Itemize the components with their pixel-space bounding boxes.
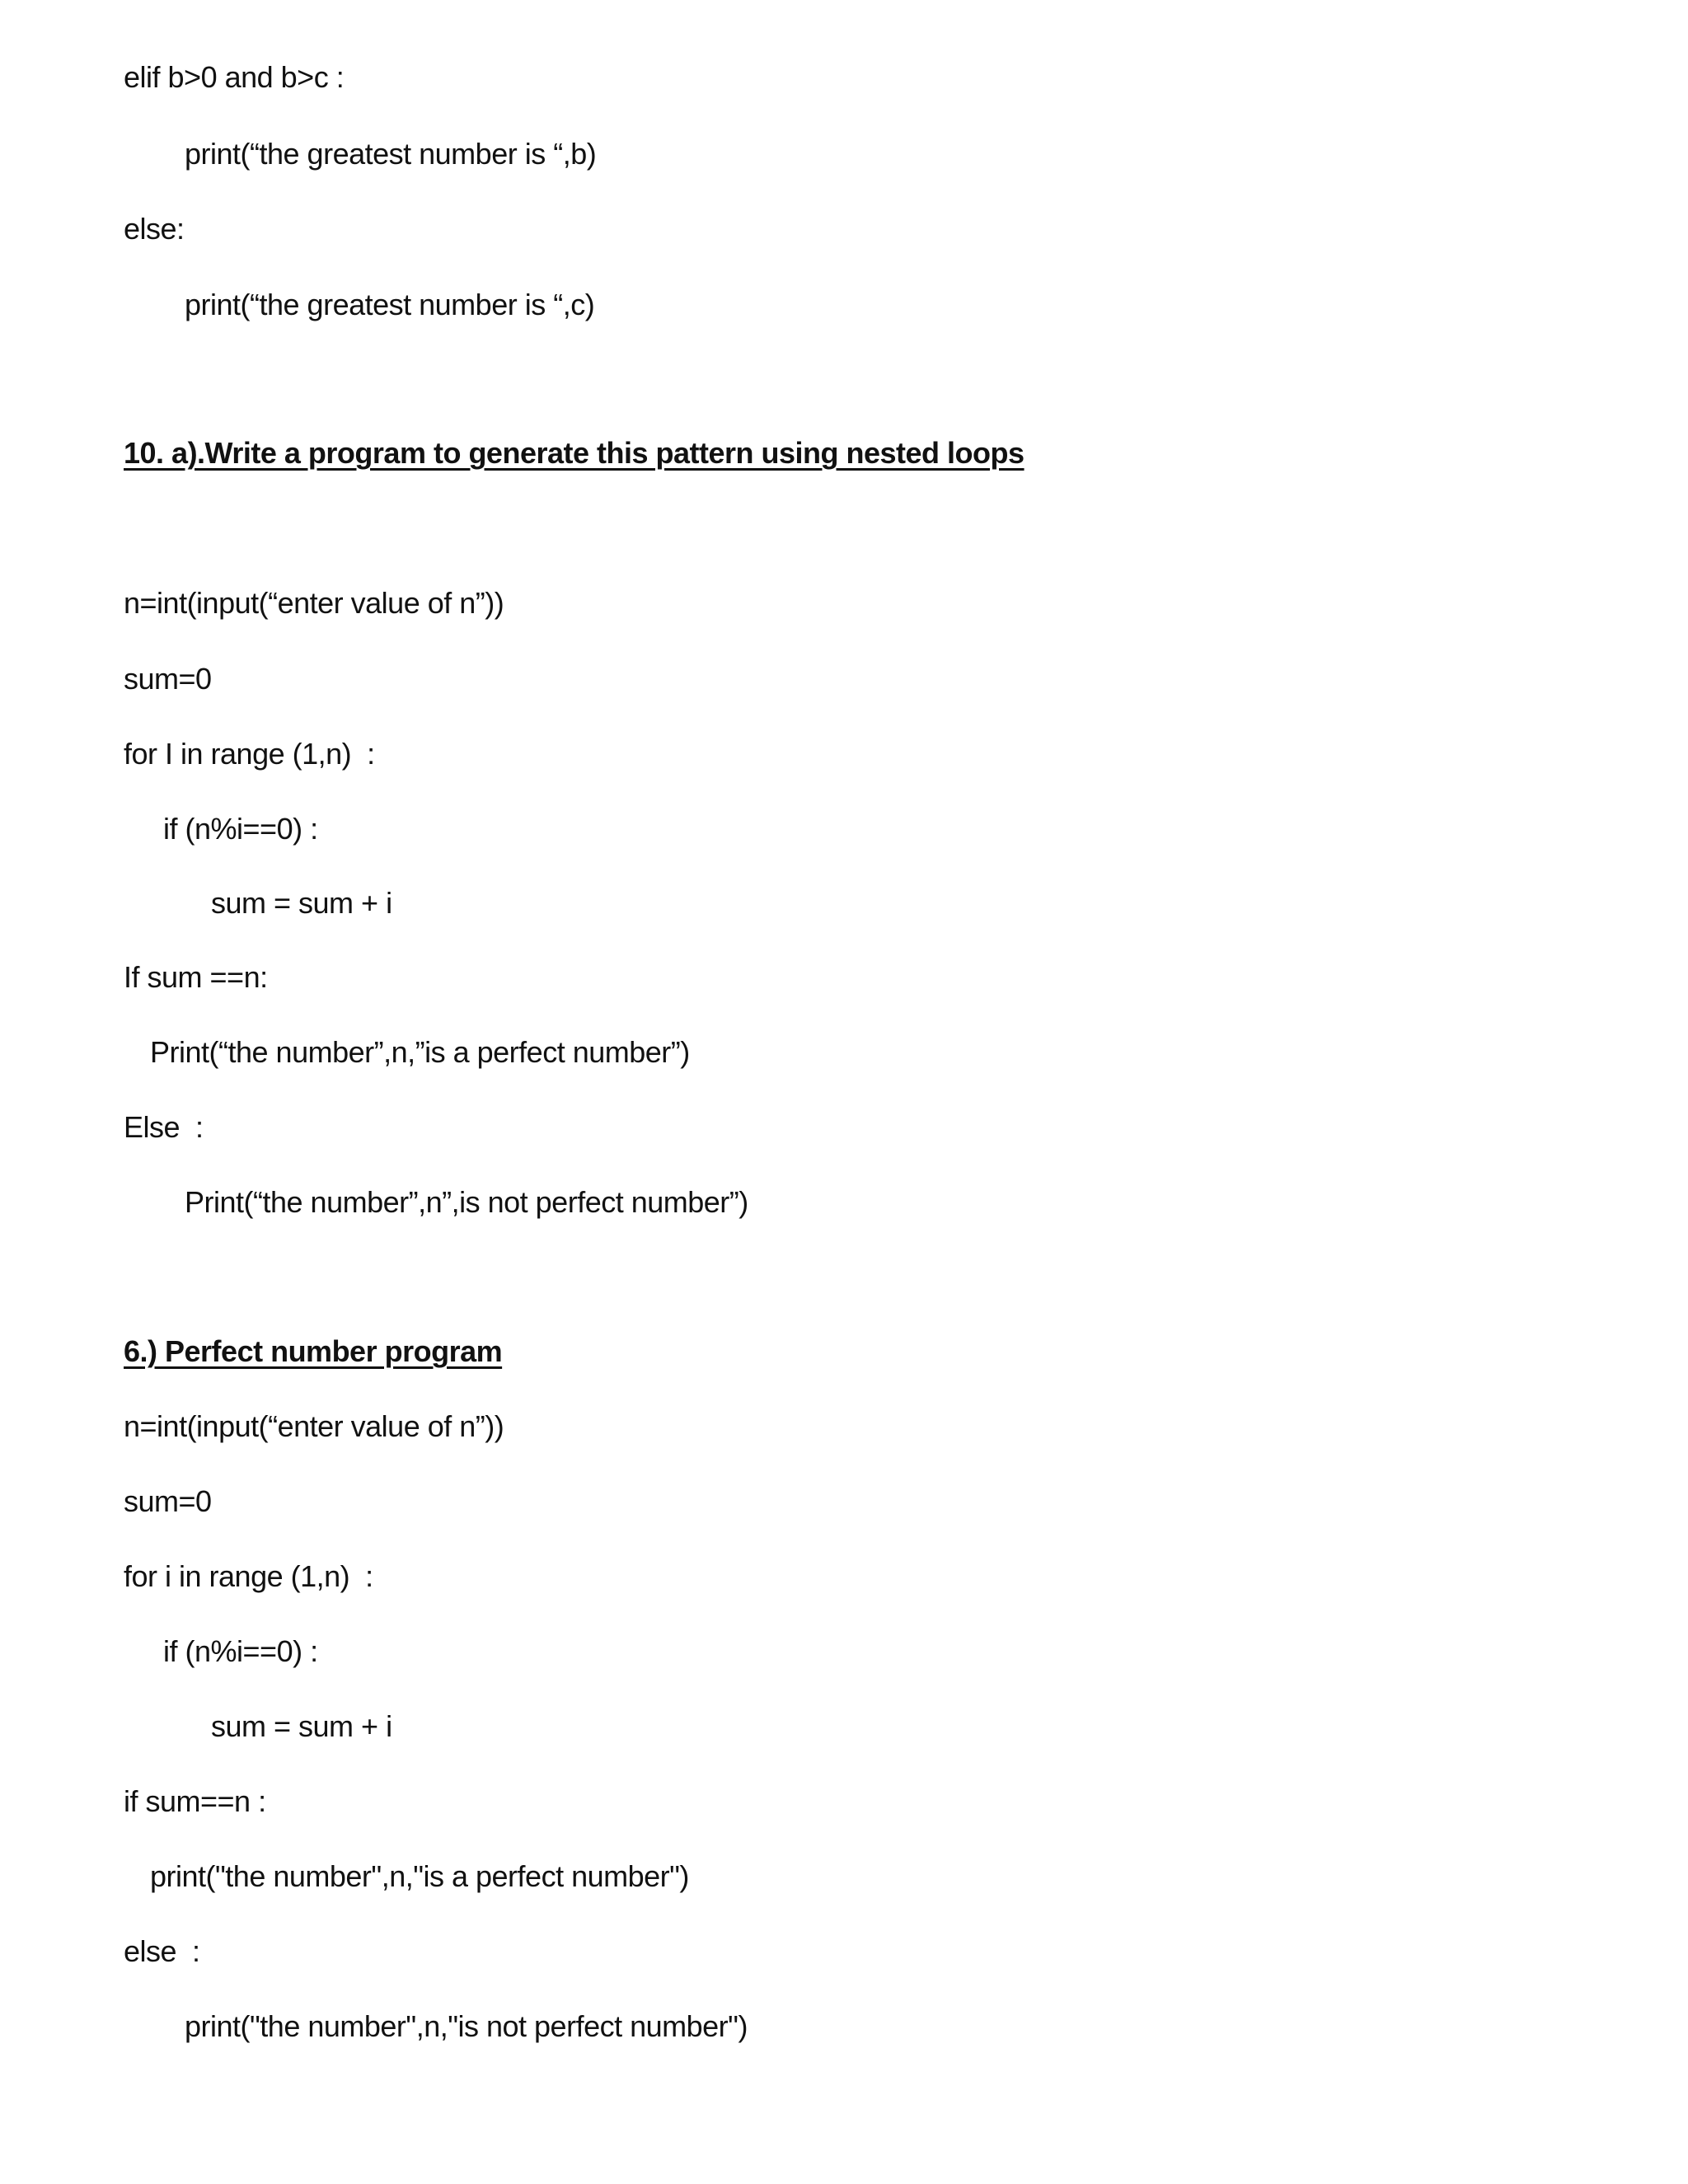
code-line: Print(“the number”,n”,is not perfect number”) xyxy=(185,1185,748,1219)
code-line: else : xyxy=(124,1934,200,1968)
code-line: for I in range (1,n) : xyxy=(124,737,375,771)
code-line-print-b: print(“the greatest number is “,b) xyxy=(185,137,597,171)
section-10-heading: 10. a).Write a program to generate this pattern using nested loops xyxy=(124,436,1025,470)
code-line: sum = sum + i xyxy=(211,1709,392,1743)
section-6-heading: 6.) Perfect number program xyxy=(124,1334,503,1368)
code-line: If sum ==n: xyxy=(124,960,268,994)
code-line: Print(“the number”,n,”is a perfect number”) xyxy=(150,1035,690,1069)
code-line: if (n%i==0) : xyxy=(163,812,318,846)
code-line: n=int(input(“enter value of n”)) xyxy=(124,586,504,620)
code-line-print-c: print(“the greatest number is “,c) xyxy=(185,288,595,321)
code-line: n=int(input(“enter value of n”)) xyxy=(124,1409,504,1443)
code-line-elif: elif b>0 and b>c : xyxy=(124,60,345,94)
code-line: print("the number",n,"is not perfect number") xyxy=(185,2009,748,2043)
code-line: for i in range (1,n) : xyxy=(124,1559,373,1593)
code-line: if (n%i==0) : xyxy=(163,1634,318,1668)
code-line: sum = sum + i xyxy=(211,886,392,920)
code-line: Else : xyxy=(124,1110,204,1144)
code-line: if sum==n : xyxy=(124,1784,266,1818)
code-line-else: else: xyxy=(124,212,185,246)
code-line: print("the number",n,"is a perfect number") xyxy=(150,1859,689,1893)
code-line: sum=0 xyxy=(124,1484,212,1518)
code-line: sum=0 xyxy=(124,662,212,696)
